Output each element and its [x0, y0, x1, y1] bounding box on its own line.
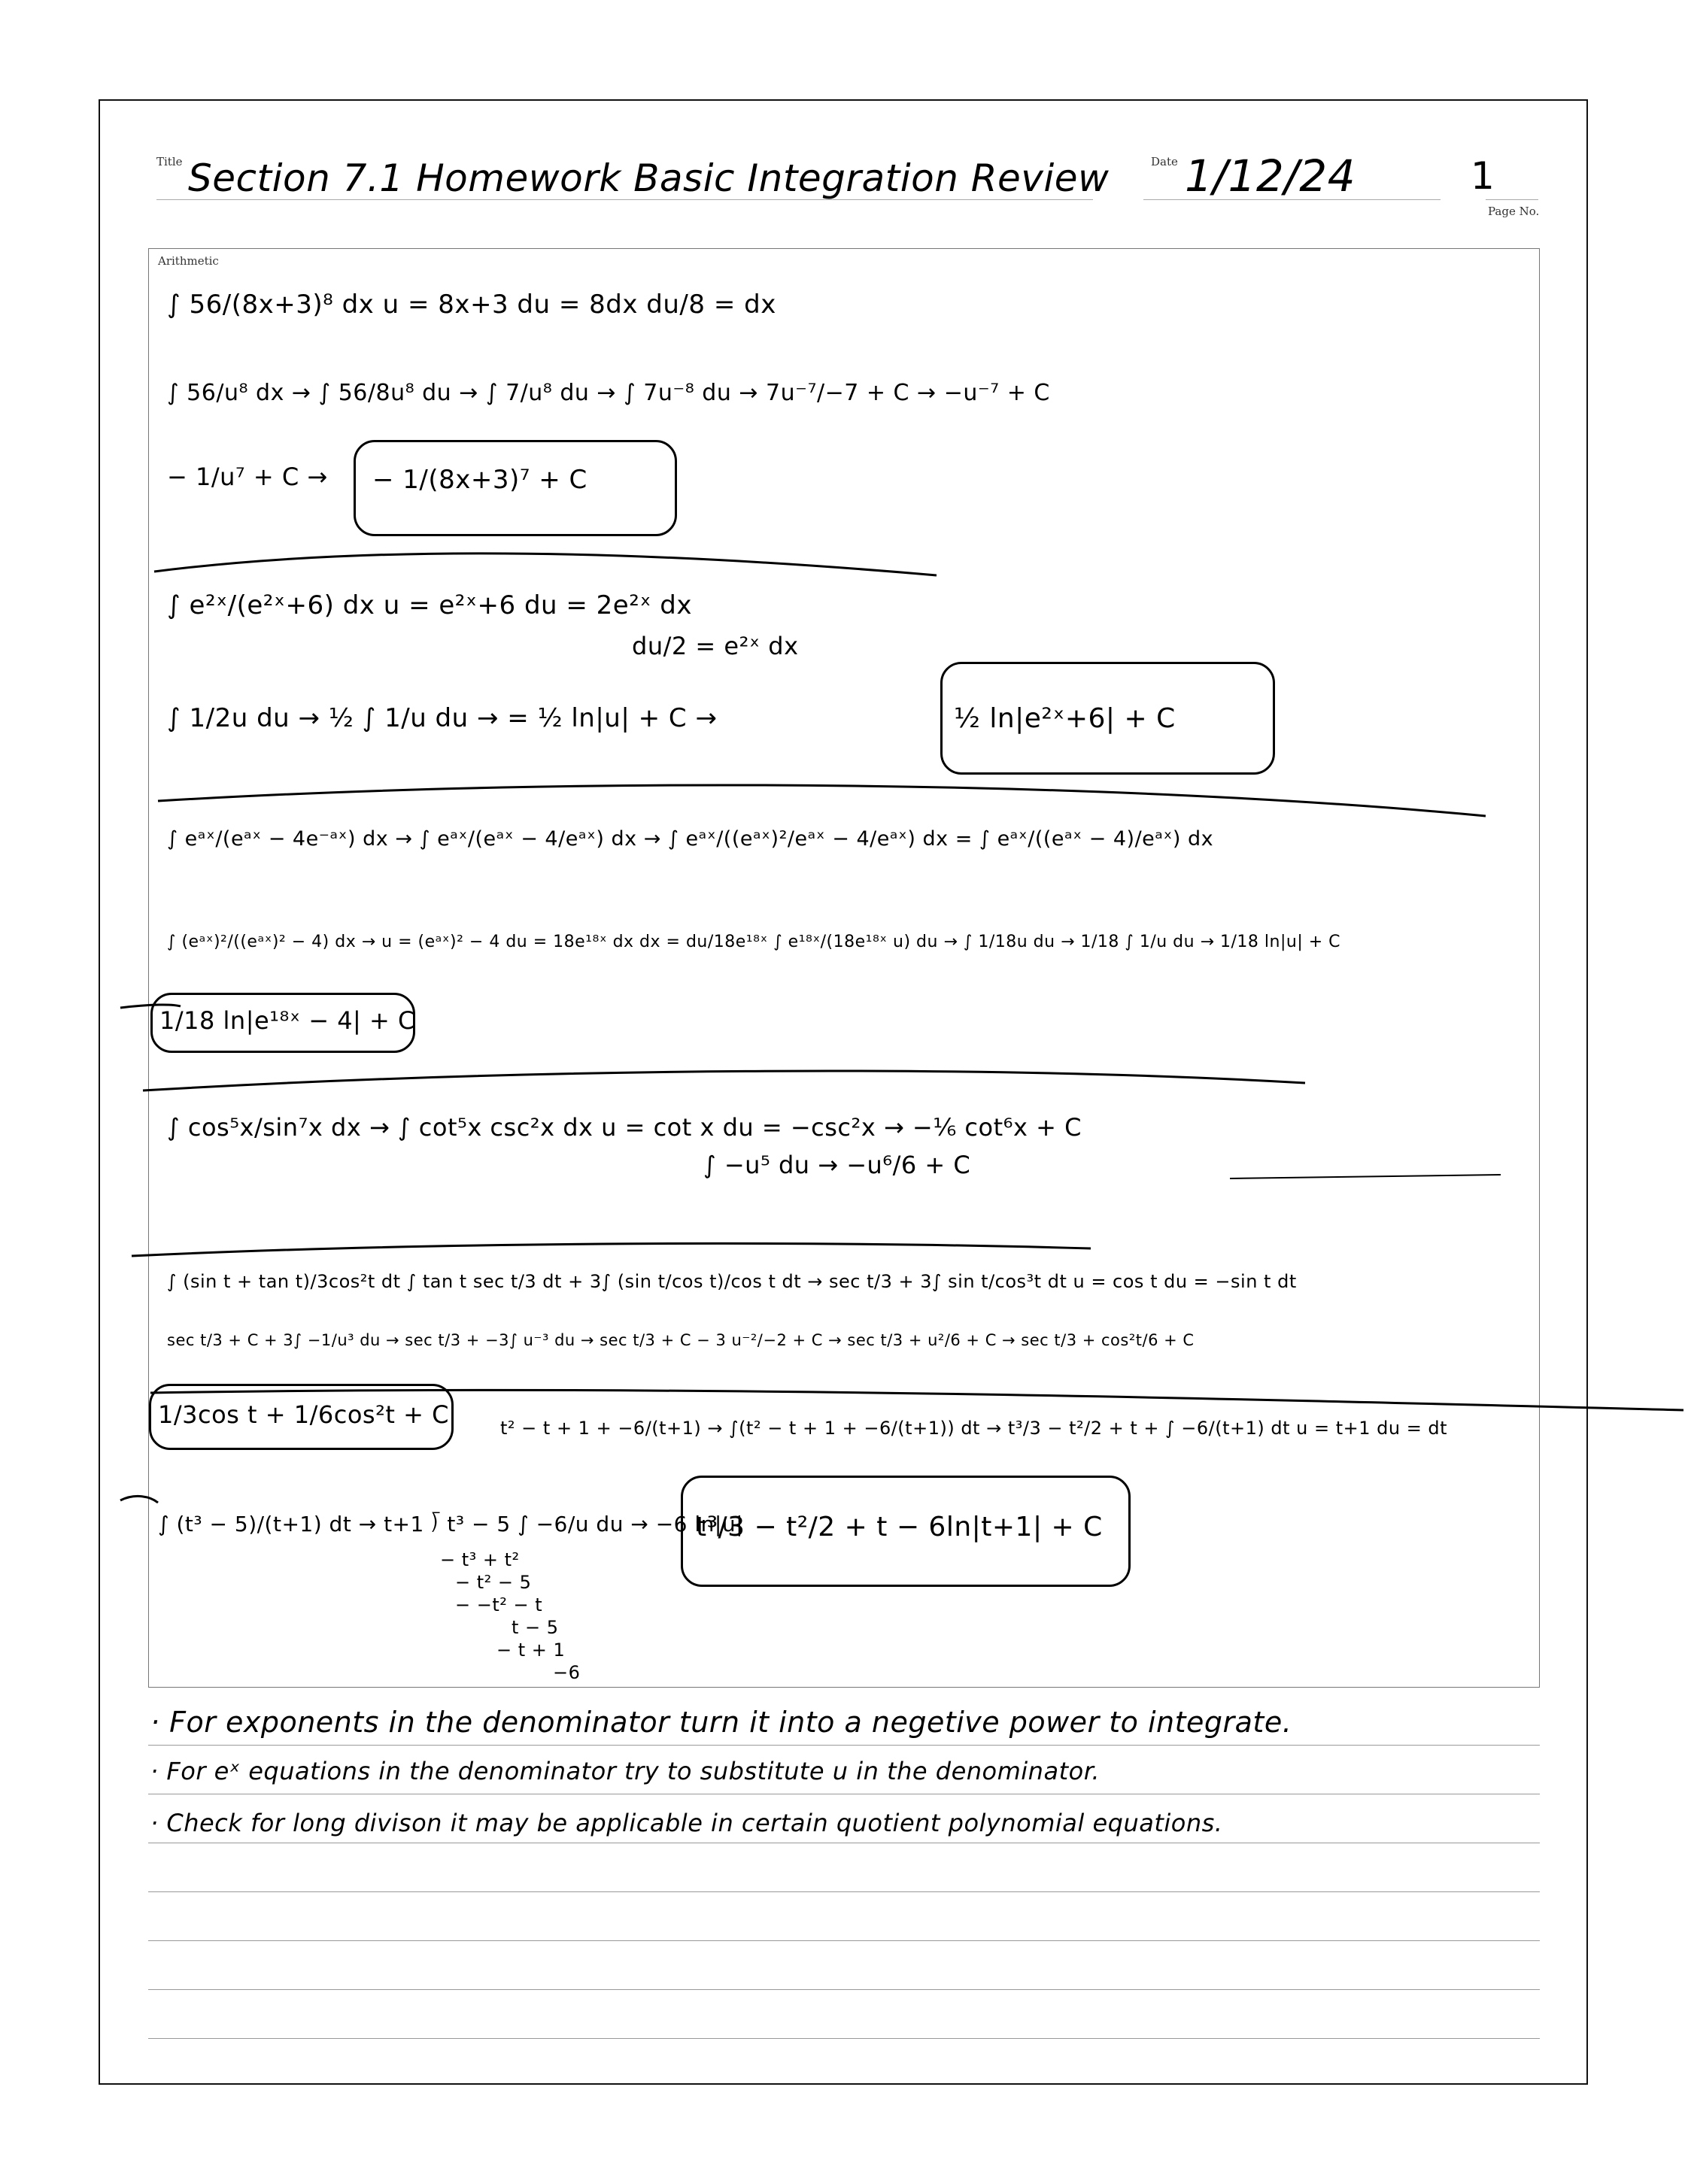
problem-line: ∫ eᵃˣ/(eᵃˣ − 4e⁻ᵃˣ) dx → ∫ eᵃˣ/(eᵃˣ − 4/eᵃˣ) dx → ∫ eᵃˣ/((eᵃˣ)²/eᵃˣ − 4/eᵃˣ) dx = ∫ eᵃˣ/((eᵃˣ − 4)/eᵃˣ) dx — [167, 827, 1214, 851]
ruled-line — [148, 1745, 1540, 1746]
long-division-step: − t³ + t² — [440, 1549, 520, 1570]
problem-line: ∫ (t³ − 5)/(t+1) dt → t+1 ⟌ t³ − 5 ∫ −6/u du → −6 ln|u| — [158, 1512, 744, 1536]
separator-line — [120, 1005, 181, 1008]
answer: t³/3 − t²/2 + t − 6ln|t+1| + C — [696, 1512, 1103, 1542]
arithmetic-label: Arithmetic — [158, 254, 219, 268]
date-value: 1/12/24 — [1185, 150, 1356, 202]
problem-line: ∫ 1/2u du → ½ ∫ 1/u du → = ½ ln|u| + C → — [167, 703, 718, 733]
ruled-line — [148, 2038, 1540, 2039]
page-title: Section 7.1 Homework Basic Integration Review — [188, 156, 1110, 200]
answer: ½ ln|e²ˣ+6| + C — [954, 703, 1176, 734]
problem-line: ∫ (eᵃˣ)²/((eᵃˣ)² − 4) dx → u = (eᵃˣ)² − 4 du = 18e¹⁸ˣ dx dx = du/18e¹⁸ˣ ∫ e¹⁸ˣ/(18e¹⁸ˣ u) du → ∫ 1/18u du → 1/18 ∫ 1/u du → 1/18 ln|u| + C — [167, 933, 1341, 951]
separator-line — [132, 1243, 1091, 1256]
title-label: Title — [156, 155, 183, 168]
problem-line: ∫ −u⁵ du → −u⁶/6 + C — [703, 1151, 971, 1179]
page-number-label: Page No. — [1488, 205, 1540, 218]
problem-line: ∫ e²ˣ/(e²ˣ+6) dx u = e²ˣ+6 du = 2e²ˣ dx — [167, 590, 692, 620]
separator-line — [154, 554, 937, 575]
answer: − 1/(8x+3)⁷ + C — [372, 465, 587, 495]
separator-line — [143, 1071, 1305, 1090]
note-item: · For eˣ equations in the denominator try to substitute u in the denominator. — [150, 1757, 1101, 1785]
note-item: · Check for long divison it may be applicable in certain quotient polynomial equations. — [150, 1809, 1223, 1837]
problem-line: ∫ 56/(8x+3)⁸ dx u = 8x+3 du = 8dx du/8 = dx — [167, 290, 776, 320]
separator-line — [1230, 1175, 1501, 1178]
problem-line: ∫ (sin t + tan t)/3cos²t dt ∫ tan t sec t/3 dt + 3∫ (sin t/cos t)/cos t dt → sec t/3 + 3∫ sin t/cos³t dt u = cos t du = −sin t dt — [167, 1271, 1297, 1292]
separator-line — [158, 785, 1486, 816]
page-number: 1 — [1471, 154, 1495, 198]
long-division-step: − t² − 5 — [455, 1572, 532, 1593]
answer: 1/18 ln|e¹⁸ˣ − 4| + C — [159, 1006, 415, 1035]
long-division-step: −6 — [553, 1662, 581, 1683]
ruled-line — [148, 1940, 1540, 1941]
date-label: Date — [1151, 155, 1178, 168]
ruled-line — [148, 1891, 1540, 1892]
problem-line: ∫ cos⁵x/sin⁷x dx → ∫ cot⁵x csc²x dx u = cot x du = −csc²x → −⅙ cot⁶x + C — [167, 1113, 1082, 1142]
answer: 1/3cos t + 1/6cos²t + C — [158, 1400, 449, 1429]
separator-line — [150, 1390, 1683, 1410]
separator-line — [120, 1496, 158, 1503]
problem-line: t² − t + 1 + −6/(t+1) → ∫(t² − t + 1 + −6/(t+1)) dt → t³/3 − t²/2 + t + ∫ −6/(t+1) dt u = t+1 du = dt — [500, 1418, 1448, 1439]
note-item: · For exponents in the denominator turn it into a negetive power to integrate. — [150, 1706, 1292, 1739]
problem-line: sec t/3 + C + 3∫ −1/u³ du → sec t/3 + −3∫ u⁻³ du → sec t/3 + C − 3 u⁻²/−2 + C → sec t/3 + u²/6 + C → sec t/3 + cos²t/6 + C — [167, 1331, 1195, 1349]
problem-line: du/2 = e²ˣ dx — [632, 632, 799, 660]
long-division-step: t − 5 — [512, 1617, 559, 1638]
problem-line: − 1/u⁷ + C → — [167, 463, 328, 491]
long-division-step: − −t² − t — [455, 1594, 543, 1615]
ruled-line — [148, 1989, 1540, 1990]
problem-line: ∫ 56/u⁸ dx → ∫ 56/8u⁸ du → ∫ 7/u⁸ du → ∫ 7u⁻⁸ du → 7u⁻⁷/−7 + C → −u⁻⁷ + C — [167, 380, 1050, 406]
long-division-step: − t + 1 — [496, 1640, 566, 1661]
